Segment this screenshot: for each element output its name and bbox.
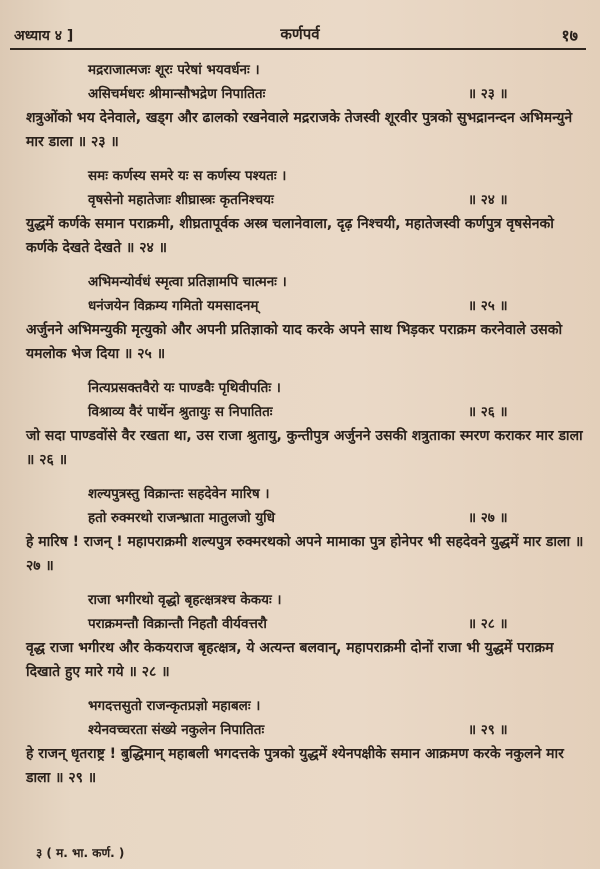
hindi-translation: युद्धमें कर्णके समान पराक्रमी, शीघ्रतापूर्वक अस्त्र चलानेवाला, दृढ़ निश्चयी, महातेजस्वी कर्णपुत्र वृषसेनको कर्णके देखते देखते ॥ २४ ॥ xyxy=(26,216,554,256)
verse-block xyxy=(26,376,586,472)
verse-text: श्येनवच्चरता संख्ये नकुलेन निपातितः xyxy=(88,722,265,738)
verse-number: ॥ २८ ॥ xyxy=(468,616,508,632)
verse-number: ॥ २५ ॥ xyxy=(468,298,508,314)
sanskrit-verse xyxy=(88,58,586,106)
hindi-translation: हे मारिष ! राजन् ! महापराक्रमी शल्यपुत्र रुक्मरथको अपने मामाका पुत्र होनेपर भी सहदेवने युद्धमें मार डाला ॥ २७ ॥ xyxy=(26,534,584,574)
verse-line xyxy=(88,188,586,212)
hindi-translation: हे राजन् धृतराष्ट्र ! बुद्धिमान् महाबली भगदत्तके पुत्रको युद्धमें श्येनपक्षीके समान आक्रमण करके नकुलने मार डाला ॥ २९ ॥ xyxy=(26,746,564,786)
verse-line: अभिमन्योर्वधं स्मृत्वा प्रतिज्ञामपि चात्मनः । xyxy=(88,274,287,290)
verse-line xyxy=(88,294,586,318)
verse-number: ॥ २७ ॥ xyxy=(468,510,508,526)
hindi-translation: शत्रुओंको भय देनेवाले, खड्ग और ढालको रखनेवाले मद्रराजके तेजस्वी शूरवीर पुत्रको सुभद्रानन्दन अभिमन्युने मार डाला ॥ २३ ॥ xyxy=(26,110,573,150)
verse-line: नित्यप्रसक्तवैरो यः पाण्डवैः पृथिवीपतिः । xyxy=(88,380,281,396)
verse-number: ॥ २३ ॥ xyxy=(468,86,508,102)
verse-line xyxy=(88,400,586,424)
verse-block xyxy=(26,58,586,154)
sanskrit-verse xyxy=(88,164,586,212)
hindi-translation: जो सदा पाण्डवोंसे वैर रखता था, उस राजा श्रुतायु, कुन्तीपुत्र अर्जुनने उसकी शत्रुताका स्मरण कराकर मार डाला ॥ २६ ॥ xyxy=(26,428,583,468)
verse-line: राजा भगीरथो वृद्धो बृहत्क्षत्रश्च केकयः । xyxy=(88,592,282,608)
page-body xyxy=(26,58,586,800)
verse-number: ॥ २४ ॥ xyxy=(468,192,508,208)
hindi-translation: वृद्ध राजा भगीरथ और केकयराज बृहत्क्षत्र, ये अत्यन्त बलवान्, महापराक्रमी दोनों राजा भी युद्धमें पराक्रम दिखाते हुए मारे गये ॥ २८ ॥ xyxy=(26,640,554,680)
hindi-translation: अर्जुनने अभिमन्युकी मृत्युको और अपनी प्रतिज्ञाको याद करके अपने साथ भिड़कर पराक्रम करनेवाले उसको यमलोक भेज दिया ॥ २५ ॥ xyxy=(26,322,563,362)
verse-line: मद्रराजात्मजः शूरः परेषां भयवर्धनः । xyxy=(88,62,260,78)
page-title: कर्णपर्व xyxy=(280,25,320,43)
verse-block xyxy=(26,482,586,578)
chapter-label: अध्याय ४ ] xyxy=(14,28,74,44)
verse-block xyxy=(26,694,586,790)
verse-text: विश्राव्य वैरं पार्थेन श्रुतायुः स निपातितः xyxy=(88,404,273,420)
verse-line xyxy=(88,82,586,106)
verse-line xyxy=(88,506,586,530)
sanskrit-verse xyxy=(88,482,586,530)
verse-block xyxy=(26,588,586,684)
verse-line xyxy=(88,718,586,742)
sanskrit-verse xyxy=(88,588,586,636)
verse-line: भगदत्तसुतो राजन्कृतप्रज्ञो महाबलः । xyxy=(88,698,261,714)
page-header xyxy=(0,0,600,48)
verse-line: शल्यपुत्रस्तु विक्रान्तः सहदेवेन मारिष । xyxy=(88,486,270,502)
verse-text: वृषसेनो महातेजाः शीघ्रास्त्रः कृतनिश्चयः xyxy=(88,192,274,208)
verse-block xyxy=(26,164,586,260)
verse-text: धनंजयेन विक्रम्य गमितो यमसादनम् xyxy=(88,298,259,314)
sanskrit-verse xyxy=(88,694,586,742)
verse-text: पराक्रमन्तौ विक्रान्तौ निहतौ वीर्यवत्तरौ xyxy=(88,616,267,632)
verse-number: ॥ २६ ॥ xyxy=(468,404,508,420)
verse-line xyxy=(88,612,586,636)
sanskrit-verse xyxy=(88,270,586,318)
header-rule xyxy=(10,48,586,50)
sanskrit-verse xyxy=(88,376,586,424)
verse-block xyxy=(26,270,586,366)
verse-text: असिचर्मधरः श्रीमान्सौभद्रेण निपातितः xyxy=(88,86,266,102)
verse-number: ॥ २९ ॥ xyxy=(468,722,508,738)
verse-line: समः कर्णस्य समरे यः स कर्णस्य पश्यतः । xyxy=(88,168,287,184)
page-footer: ३ ( म. भा. कर्ण. ) xyxy=(36,846,125,860)
verse-text: हतो रुक्मरथो राजन्भ्राता मातुलजो युधि xyxy=(88,510,275,526)
page-number: १७ xyxy=(561,26,578,45)
